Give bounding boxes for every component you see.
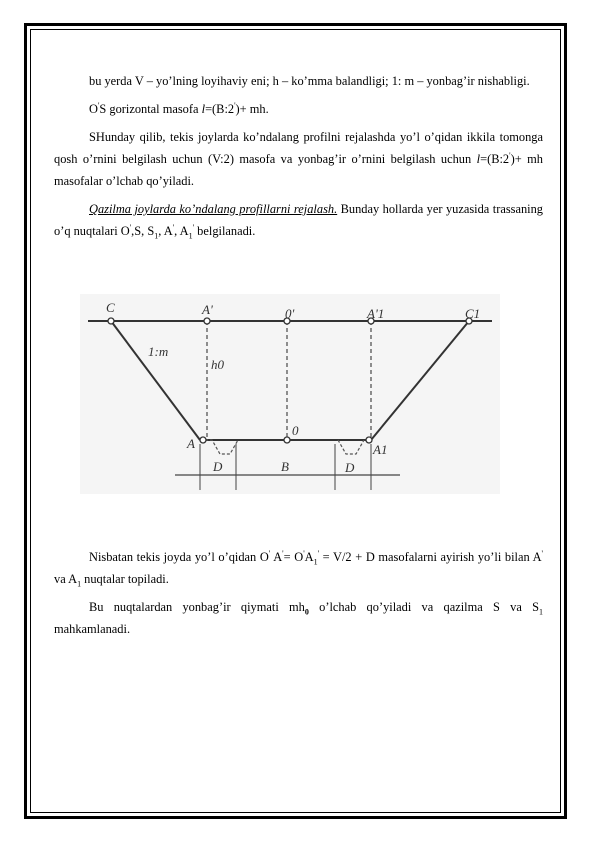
paragraph-1 (54, 70, 543, 92)
prime: ' (317, 548, 320, 558)
prime: ' (97, 100, 100, 110)
label-d-left: D (213, 459, 223, 474)
text: nuqtalar topiladi. (81, 572, 169, 586)
prime: ' (234, 100, 236, 110)
point-a (200, 437, 206, 443)
prime: ' (303, 548, 305, 558)
label-a1-top: A'1 (367, 306, 385, 321)
paragraph-2 (54, 98, 543, 120)
label-b: B (281, 459, 289, 474)
text: belgilanadi. (194, 224, 256, 238)
prime: ' (282, 548, 284, 558)
text-body-bottom (54, 546, 543, 646)
label-o-top: 0' (285, 306, 295, 321)
text: A (304, 550, 314, 564)
sub: 1 (154, 231, 159, 241)
prime: ' (541, 548, 543, 558)
sub: 1 (77, 579, 82, 589)
sub: 1 (188, 231, 193, 241)
paragraph-6 (54, 596, 543, 640)
text: , A (158, 224, 173, 238)
label-c: C (106, 300, 115, 315)
label-slope: 1:m (148, 344, 169, 359)
text-body-top (54, 70, 543, 248)
text: SHunday qilib, tekis joylarda ko’ndalang profilni rejalashda yo’l o’qidan ikkila tomonga qosh o’rnini belgilash uchun (V:2) masofa va yonbag’ir o’rnini belgilash uchun (54, 130, 543, 166)
label-h0: h0 (211, 357, 224, 372)
text: )+ mh masofalar o’lchab qo’yiladi. (54, 152, 543, 188)
prime: ' (268, 548, 271, 558)
paragraph-3 (54, 126, 543, 192)
cross-section-diagram (80, 294, 500, 494)
text: )+ mh. (235, 102, 269, 116)
text: o’lchab qo’yiladi va qazilma S va S (308, 600, 539, 614)
paragraph-5 (54, 546, 543, 590)
label-a-top: A' (202, 302, 213, 317)
text: = O (283, 550, 304, 564)
section-title: Qazilma joylarda ko’ndalang profillarni rejalash. (89, 202, 338, 216)
prime: ' (192, 222, 195, 232)
var-l: l (201, 102, 206, 116)
text: A (270, 550, 283, 564)
text: , A (174, 224, 189, 238)
prime: ' (129, 222, 132, 232)
text: O (89, 102, 98, 116)
sub: 1 (539, 607, 543, 617)
text: =(B:2 (205, 102, 235, 116)
label-c1: C1 (465, 306, 481, 321)
prime: ' (509, 150, 511, 160)
label-a1: A1 (373, 442, 388, 457)
text: ,S, S (131, 224, 155, 238)
text: Bu nuqtalardan yonbag’ir qiymati mh (89, 600, 305, 614)
sub: 1 (313, 557, 318, 567)
paragraph-4 (54, 198, 543, 242)
text: Bunday hollarda yer yuzasida trassaning o’q nuqtalari O (54, 202, 543, 238)
text: S gorizontal masofa (99, 102, 202, 116)
text: =(B:2 (480, 152, 510, 166)
label-o-bottom: 0 (292, 423, 299, 438)
point-a1 (366, 437, 372, 443)
prime: ' (172, 222, 175, 232)
text: Nisbatan tekis joyda yo’l o’qidan O (89, 550, 269, 564)
text: mahkamlanadi. (54, 622, 131, 636)
point-a-top (204, 318, 210, 324)
label-d-right: D (345, 460, 355, 475)
label-a: A (187, 436, 195, 451)
text: va A (54, 572, 78, 586)
figure-background (80, 294, 500, 494)
var-l: l (476, 152, 481, 166)
text: = V/2 + D masofalarni ayirish yo’li bilan A (319, 550, 542, 564)
sub: 0 (304, 607, 309, 617)
point-o (284, 437, 290, 443)
paragraph-1-text: bu yerda V – yo’lning loyihaviy eni; h – ko’mma balandligi; 1: m – yonbag’ir nishabligi. (89, 74, 530, 88)
cross-section-figure (80, 294, 500, 494)
point-c (108, 318, 114, 324)
